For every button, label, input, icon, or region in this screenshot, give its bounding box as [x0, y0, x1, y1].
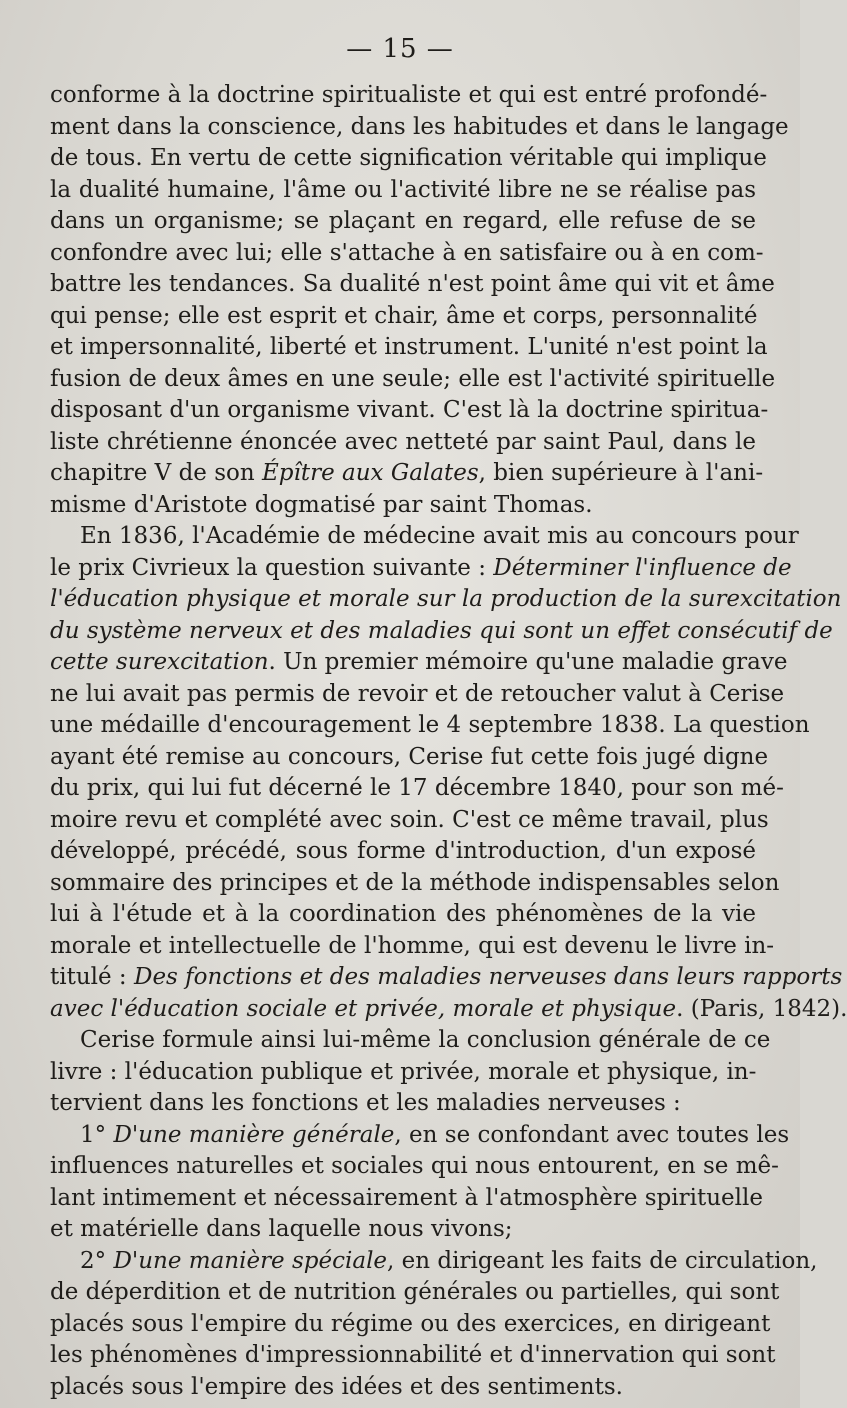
text-line: [50, 931, 775, 963]
text-line: [50, 710, 810, 742]
text-line: [50, 490, 756, 522]
text-run: placés sous l'empire des idées et des sentiments.: [50, 1373, 623, 1400]
text-run: conforme à la doctrine spiritualiste et qui est entré profondé-: [50, 82, 768, 108]
italic-text: cette surexcitation: [50, 649, 269, 675]
text-line: [50, 1309, 771, 1341]
text-line: [50, 584, 842, 616]
text-run: et matérielle dans laquelle nous vivons;: [50, 1216, 513, 1242]
text-line: [50, 899, 756, 931]
text-run: 1°: [80, 1121, 114, 1148]
text-run: tervient dans les fonctions et les maladies nerveuses :: [50, 1090, 681, 1116]
text-line: [50, 1246, 818, 1278]
text-line: [50, 1088, 756, 1120]
italic-text: avec l'éducation sociale et privée, morale et physique: [50, 995, 677, 1022]
italic-text: du système nerveux et des maladies qui sont un effet consécutif de: [50, 617, 833, 644]
text-run: . Un premier mémoire qu'une maladie grave: [268, 649, 788, 675]
text-run: influences naturelles et sociales qui nous entourent, en se mê-: [50, 1153, 779, 1179]
text-line: [50, 962, 843, 994]
text-run: En 1836, l'Académie de médecine avait mis au concours pour: [80, 523, 799, 549]
text-run: livre : l'éducation publique et privée, morale et physique, in-: [50, 1058, 757, 1085]
text-line: [50, 206, 756, 238]
italic-text: Des fonctions et des maladies nerveuses dans leurs rapports: [134, 964, 843, 990]
text-run: de tous. En vertu de cette signification véritable qui implique: [50, 145, 767, 171]
text-line: [50, 1151, 779, 1183]
page-number: — 15 —: [346, 34, 454, 64]
text-run: placés sous l'empire du régime ou des exercices, en dirigeant: [50, 1310, 771, 1337]
text-line: [50, 427, 756, 459]
text-line: [50, 1214, 756, 1246]
text-line: [50, 395, 769, 427]
text-line: [50, 458, 764, 490]
text-run: sommaire des principes et de la méthode indispensables selon: [50, 869, 780, 896]
text-run: de déperdition et de nutrition générales ou partielles, qui sont: [50, 1279, 780, 1305]
text-line: [50, 112, 789, 144]
text-run: ayant été remise au concours, Cerise fut cette fois jugé digne: [50, 743, 769, 770]
text-run: le prix Civrieux la question suivante :: [50, 554, 494, 581]
text-run: du prix, qui lui fut décerné le 17 décembre 1840, pour son mé-: [50, 775, 784, 801]
text-run: , en se confondant avec toutes les: [394, 1121, 790, 1148]
text-line: [50, 175, 756, 207]
text-run: morale et intellectuelle de l'homme, qui est devenu le livre in-: [50, 932, 775, 959]
text-run: . (Paris, 1842).: [676, 995, 847, 1022]
text-line: [50, 836, 756, 868]
text-line: [50, 773, 784, 805]
text-run: confondre avec lui; elle s'attache à en satisfaire ou à en com-: [50, 239, 764, 266]
text-run: une médaille d'encouragement le 4 septembre 1838. La question: [50, 712, 810, 738]
text-run: et impersonnalité, liberté et instrument. L'unité n'est point la: [50, 334, 768, 360]
text-run: Cerise formule ainsi lui-même la conclusion générale de ce: [80, 1027, 771, 1053]
text-run: ne lui avait pas permis de revoir et de retoucher valut à Cerise: [50, 680, 785, 707]
italic-text: D'une manière spéciale: [113, 1247, 388, 1274]
text-line: [50, 364, 776, 396]
text-line: [50, 553, 792, 585]
body-text: [50, 80, 847, 1403]
text-line: [50, 332, 768, 364]
text-line: [50, 868, 780, 900]
text-line: [50, 238, 764, 270]
text-line: [50, 1057, 756, 1089]
italic-text: Épître aux Galates: [262, 460, 479, 486]
text-run: dans un organisme; se plaçant en regard, elle refuse de se: [50, 208, 756, 234]
text-line: [50, 1183, 763, 1215]
text-run: 2°: [80, 1247, 114, 1274]
text-run: , bien supérieure à l'ani-: [478, 460, 764, 486]
text-line: [50, 1372, 756, 1404]
text-line: [50, 521, 799, 553]
text-run: qui pense; elle est esprit et chair, âme et corps, personnalité: [50, 302, 758, 329]
text-line: [50, 301, 756, 333]
text-line: [50, 143, 767, 175]
text-run: moire revu et complété avec soin. C'est ce même travail, plus: [50, 806, 769, 833]
italic-text: Déterminer l'influence de: [493, 554, 792, 581]
text-run: battre les tendances. Sa dualité n'est point âme qui vit et âme: [50, 271, 775, 297]
text-line: [50, 679, 785, 711]
text-run: lant intimement et nécessairement à l'atmosphère spirituelle: [50, 1184, 763, 1211]
text-line: [50, 647, 788, 679]
text-line: [50, 742, 769, 774]
text-run: disposant d'un organisme vivant. C'est là la doctrine spiritua-: [50, 397, 769, 423]
text-run: liste chrétienne énoncée avec netteté par saint Paul, dans le: [50, 428, 756, 455]
text-line: [50, 1277, 780, 1309]
italic-text: D'une manière générale: [113, 1121, 395, 1148]
text-run: développé, précédé, sous forme d'introduction, d'un exposé: [50, 838, 756, 864]
text-line: [50, 269, 775, 301]
text-run: chapitre V de son: [50, 460, 262, 486]
text-run: titulé :: [50, 964, 134, 990]
text-run: la dualité humaine, l'âme ou l'activité libre ne se réalise pas: [50, 176, 756, 203]
text-line: [50, 1025, 771, 1057]
text-run: , en dirigeant les faits de circulation,: [387, 1247, 818, 1274]
text-line: [50, 80, 768, 112]
italic-text: l'éducation physique et morale sur la production de la surexcitation: [50, 586, 842, 612]
text-run: misme d'Aristote dogmatisé par saint Thomas.: [50, 491, 593, 518]
text-run: ment dans la conscience, dans les habitudes et dans le langage: [50, 113, 789, 140]
text-line: [50, 616, 833, 648]
text-line: [50, 1340, 776, 1372]
text-run: fusion de deux âmes en une seule; elle est l'activité spirituelle: [50, 365, 776, 392]
text-line: [50, 1120, 790, 1152]
text-line: [50, 994, 847, 1026]
text-run: lui à l'étude et à la coordination des phénomènes de la vie: [50, 901, 756, 927]
text-run: les phénomènes d'impressionnabilité et d'innervation qui sont: [50, 1342, 776, 1368]
text-line: [50, 805, 769, 837]
